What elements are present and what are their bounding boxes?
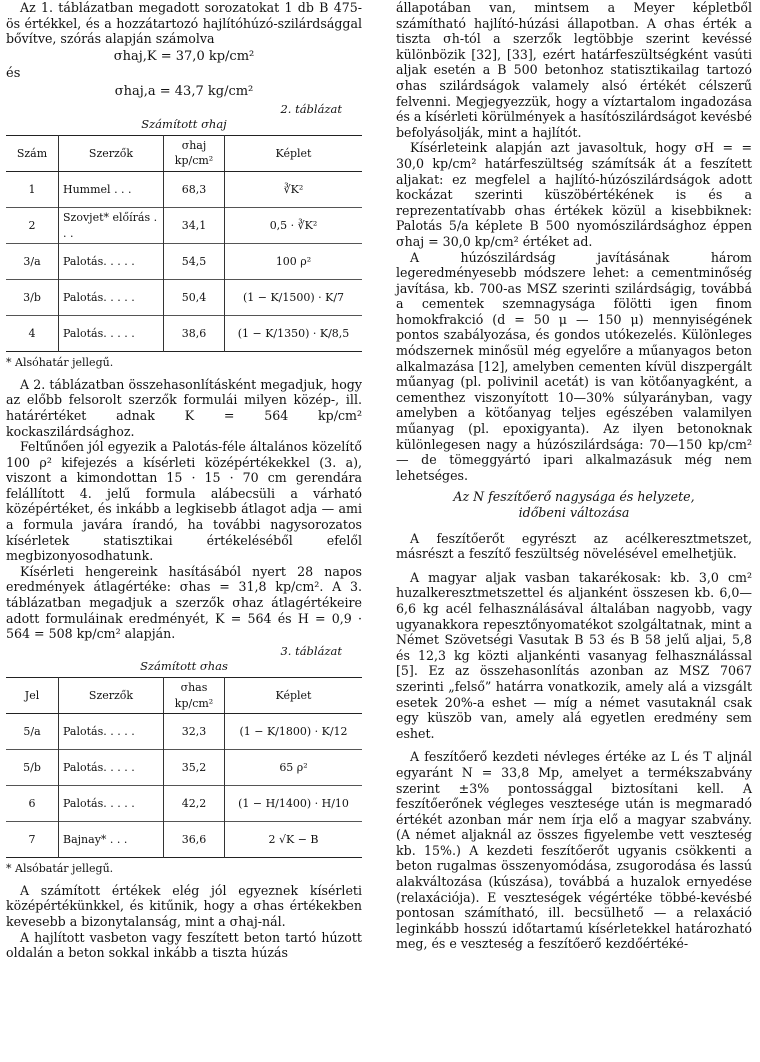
table-cell-num: 4 bbox=[6, 316, 59, 352]
table-row bbox=[6, 714, 362, 750]
table-row bbox=[6, 244, 362, 280]
left-column bbox=[6, 0, 362, 961]
table-cell-num: 5/b bbox=[6, 750, 59, 786]
table-row bbox=[6, 207, 362, 243]
table-cell-value: 68,3 bbox=[164, 171, 225, 207]
equation-sigma-haj-k: σhaj,K = 37,0 kp/cm² bbox=[113, 48, 255, 64]
table-2-header-formula: Képlet bbox=[225, 135, 363, 171]
right-paragraph-3: A húzószilárdság javításának három legeredményesebb módszere lehet: a cementminőség javítása, kb. 700-as MSZ szerinti szilárdságig, továbbá a cementek szemnagysága fölötti igen finom homokfrakció (d = 50 μ — 150 μ) mennyiségének pontos szabályozása, és gondos utókezelés. Különleges módszernek minősül még egyelőre a műanyagos beton alkalmazása [12], amelyben cementen kívül diszpergált műanyag (pl. polivinil acetát) is van kötőanyagként, a cementhez viszonyított 10—30% súlyarányban, vagy amelyben a kötőanyag teljes egészében valamilyen műanyag (pl. epoxigyanta). Az ilyen betonoknak különlegesen nagy a húzószilárdsága: 70—150 kp/cm² — de tömeggyártó ipari alkalmazásuk még nem lehetséges. bbox=[396, 249, 752, 483]
left-paragraph-2: A 2. táblázatban összehasonlításként megadjuk, hogy az előbb felsorolt szerzők formulái milyen közép-, ill. határértéket adnak K = 564 kp/cm² kockaszilárdsághoz. bbox=[6, 376, 362, 439]
left-paragraph-5: A számított értékek elég jól egyeznek kísérleti középértékünkkel, és kitűnik, hogy a σhas értékekben kevesebb a bizonytalanság, mint a σhaj-nál. bbox=[6, 882, 362, 929]
right-paragraph-6: A feszítőerő kezdeti névleges értéke az L és T aljnál egyaránt N = 33,8 Mp, amelyet a termékszabvány szerint ±3% pontossággal biztosítani kell. A feszítőerőnek végleges vesztesége után is megmaradó értékét azonban már nem írja elő a magyar szabvány. (A német aljaknál az összes figyelembe vett veszteség kb. 15%.) A kezdeti feszítőerőt ugyanis csökkenti a beton rugalmas összenyomódása, zsugorodása és lassú alakváltozása (kúszása), továbbá a huzalok ernyedése (relaxációja). E veszteségek végértéke többé-kevésbé pontosan számítható, ill. becsülhető — a relaxáció leginkább hosszú időtartamú kísérletekkel határozható meg, és e veszteség a feszítőerő kezdőértéké- bbox=[396, 749, 752, 952]
table-3-footnote: * Alsóbatár jellegű. bbox=[6, 862, 114, 876]
table-row bbox=[6, 822, 362, 858]
table-cell-num: 2 bbox=[6, 207, 59, 243]
table-cell-num: 3/b bbox=[6, 280, 59, 316]
table-2 bbox=[6, 135, 362, 352]
table-cell-num: 1 bbox=[6, 171, 59, 207]
left-paragraph-4: Kísérleti hengereink hasításából nyert 28 napos eredmények átlagértéke: σhas = 31,8 kp/cm². A 3. táblázatban megadjuk a szerzők σhaz átlagértékeire adott formuláinak eredményét, K = 564 és H = 0,9 · 564 = 508 kp/cm² alapján. bbox=[6, 563, 362, 642]
table-cell-value: 35,2 bbox=[164, 750, 225, 786]
table-cell-formula: ∛K² bbox=[225, 171, 363, 207]
table-cell-formula: 100 ρ² bbox=[225, 244, 363, 280]
table-cell-author: Palotás. . . . . bbox=[59, 750, 164, 786]
equation-sigma-haj-a: σhaj,a = 43,7 kg/cm² bbox=[114, 83, 254, 99]
table-2-header-value: σhaj kp/cm² bbox=[164, 135, 225, 171]
table-cell-author: Palotás. . . . . bbox=[59, 244, 164, 280]
table-cell-formula: (1 − K/1800) · K/12 bbox=[225, 714, 363, 750]
table-cell-author: Palotás. . . . . bbox=[59, 280, 164, 316]
table-2-footnote: * Alsóhatár jellegű. bbox=[6, 356, 114, 370]
table-2-title: Számított σhaj bbox=[141, 117, 227, 132]
table-cell-formula: (1 − H/1400) · H/10 bbox=[225, 786, 363, 822]
table-cell-num: 5/a bbox=[6, 714, 59, 750]
table-2-header-num: Szám bbox=[6, 135, 59, 171]
table-cell-formula: (1 − K/1350) · K/8,5 bbox=[225, 316, 363, 352]
right-paragraph-1: állapotában van, mintsem a Meyer képletből számítható hajlító-húzási állapotban. A σhas érték a tiszta σh-tól a szerzők legtöbbje szerint kevéssé különbözik [32], [33], ezért határfeszültségként vasúti aljak esetén a B 500 betonhoz statisztikailag tartozó σhas szilárdságok valamely alsó értékét célszerű felvenni. Megjegyezzük, hogy a víztartalom ingadozása és a kísérleti körülmények a hasítószilárdságot kevésbé befolyásolják, mint a hajlítót. bbox=[396, 0, 752, 140]
table-row bbox=[6, 316, 362, 352]
left-paragraph-6: A hajlított vasbeton vagy feszített beton tartó húzott oldalán a beton sokkal inkább a tiszta húzás bbox=[6, 929, 362, 961]
table-3-label: 3. táblázat bbox=[280, 643, 342, 658]
table-cell-value: 42,2 bbox=[164, 786, 225, 822]
table-3-header-authors: Szerzők bbox=[59, 678, 164, 714]
table-3-header-formula: Képlet bbox=[225, 678, 363, 714]
right-column bbox=[396, 0, 752, 952]
table-cell-num: 3/a bbox=[6, 244, 59, 280]
table-3-title: Számított σhas bbox=[140, 659, 228, 674]
table-cell-author: Palotás. . . . . bbox=[59, 316, 164, 352]
word-es: és bbox=[6, 66, 21, 82]
table-cell-author: Szovjet* előírás . . . bbox=[59, 207, 164, 243]
table-cell-value: 36,6 bbox=[164, 822, 225, 858]
table-3-header-value: σhas kp/cm² bbox=[164, 678, 225, 714]
table-cell-author: Bajnay* . . . bbox=[59, 822, 164, 858]
right-paragraph-4: A feszítőerőt egyrészt az acélkeresztmetszet, másrészt a feszítő feszültség növelésével emelhetjük. bbox=[396, 530, 752, 562]
table-row bbox=[6, 280, 362, 316]
table-cell-value: 32,3 bbox=[164, 714, 225, 750]
table-cell-value: 34,1 bbox=[164, 207, 225, 243]
table-cell-value: 50,4 bbox=[164, 280, 225, 316]
section-heading-line-1: Az N feszítőerő nagysága és helyzete, bbox=[453, 489, 695, 505]
section-heading-line-2: időbeni változása bbox=[518, 505, 630, 520]
left-paragraph-1: Az 1. táblázatban megadott sorozatokat 1 db B 475-ös értékkel, és a hozzátartozó hajlítóhúzó-szilárdsággal bővítve, szórás alapján számolva bbox=[6, 0, 362, 47]
table-cell-value: 54,5 bbox=[164, 244, 225, 280]
table-cell-formula: 0,5 · ∛K² bbox=[225, 207, 363, 243]
table-row bbox=[6, 750, 362, 786]
table-2-label: 2. táblázat bbox=[280, 101, 342, 116]
table-cell-num: 6 bbox=[6, 786, 59, 822]
table-cell-author: Hummel . . . bbox=[59, 171, 164, 207]
right-paragraph-2: Kísérleteink alapján azt javasoltuk, hogy σH = = 30,0 kp/cm² határfeszültség számítsák át a feszített aljakat: ez megfelel a hajlító-húzószilárdságok adott kockázat szerinti küszöbértékének is és a reprezentatívabb σhas értékek közül a kisebbiknek: Palotás 5/a képlete B 500 nyomószilárdsághoz éppen σhaj = 30,0 kp/cm² értéket ad. bbox=[396, 140, 752, 249]
table-row bbox=[6, 786, 362, 822]
table-cell-formula: (1 − K/1500) · K/7 bbox=[225, 280, 363, 316]
table-3 bbox=[6, 677, 362, 858]
right-paragraph-5: A magyar aljak vasban takarékosak: kb. 3,0 cm² huzalkeresztmetszettel és aljanként összesen kb. 6,0—6,6 kg acél felhasználásával általában nagyobb, vagy ugyanakkora repesztőnyomatékot szolgáltatnak, mint a Német Szövetségi Vasutak B 53 és B 58 jelű aljai, 5,8 és 12,3 kg közti aljankénti vasanyag felhasználással [5]. Ez az összehasonlítás azonban az MSZ 7067 szerinti „felső” határra vonatkozik, amely alá a vizsgált esetek 20%-a eshet — míg a német vasutaknál csak egy küszöb van, amely alá egyetlen eredmény sem eshet. bbox=[396, 569, 752, 741]
table-row bbox=[6, 171, 362, 207]
left-paragraph-3: Feltűnően jól egyezik a Palotás-féle általános közelítő 100 ρ² kifejezés a kísérleti középértékekkel (3. a), viszont a kimondottan 15 · 15 · 70 cm gerendára felállított 4. jelű formula alábecsüli a várható középértéket, és inkább a legkisebb átlagot adja — ami a formula javára írandó, ha további nagysorozatos kísérletek statisztikai értékeléséből efelől megbizonyosodhatunk. bbox=[6, 439, 362, 564]
table-cell-author: Palotás. . . . . bbox=[59, 714, 164, 750]
table-cell-value: 38,6 bbox=[164, 316, 225, 352]
section-heading bbox=[396, 489, 752, 520]
table-cell-author: Palotás. . . . . bbox=[59, 786, 164, 822]
table-3-header-num: Jel bbox=[6, 678, 59, 714]
table-cell-formula: 2 √K − B bbox=[225, 822, 363, 858]
table-2-header-authors: Szerzők bbox=[59, 135, 164, 171]
table-cell-num: 7 bbox=[6, 822, 59, 858]
table-cell-formula: 65 ρ² bbox=[225, 750, 363, 786]
